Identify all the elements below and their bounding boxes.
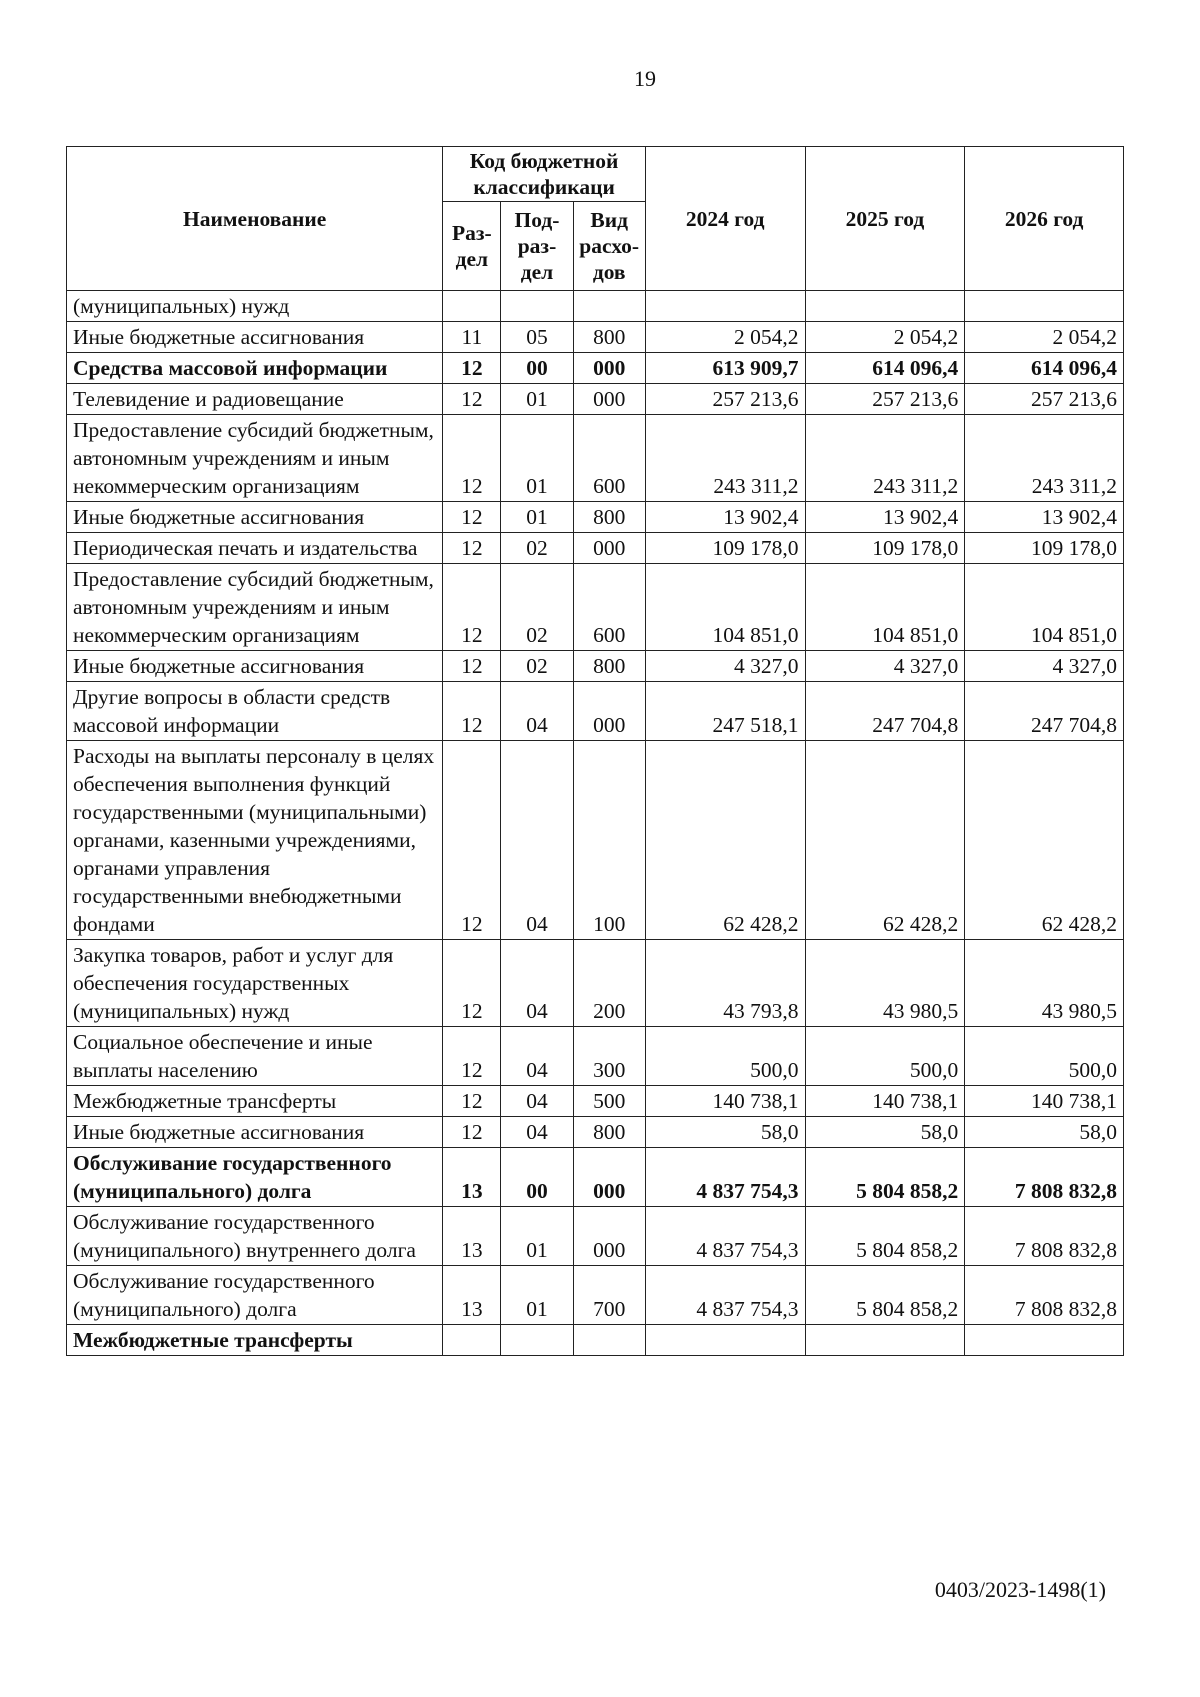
cell-2024: 140 738,1 <box>645 1086 805 1117</box>
cell-razdel: 12 <box>443 384 501 415</box>
cell-podrazdel: 04 <box>501 940 573 1027</box>
cell-name: Межбюджетные трансферты <box>67 1086 443 1117</box>
table-row <box>67 502 1124 533</box>
cell-razdel: 12 <box>443 564 501 651</box>
cell-podrazdel: 04 <box>501 1117 573 1148</box>
cell-2025: 614 096,4 <box>805 353 965 384</box>
cell-podrazdel: 01 <box>501 1266 573 1325</box>
cell-2025: 5 804 858,2 <box>805 1266 965 1325</box>
cell-2025: 500,0 <box>805 1027 965 1086</box>
table-row <box>67 533 1124 564</box>
cell-name: Обслуживание государственного (муниципального) долга <box>67 1266 443 1325</box>
table-row <box>67 1027 1124 1086</box>
cell-2026: 7 808 832,8 <box>965 1266 1124 1325</box>
cell-2024: 43 793,8 <box>645 940 805 1027</box>
cell-name: Периодическая печать и издательства <box>67 533 443 564</box>
cell-2024: 13 902,4 <box>645 502 805 533</box>
cell-2026: 500,0 <box>965 1027 1124 1086</box>
cell-vid: 800 <box>573 651 645 682</box>
cell-2025: 109 178,0 <box>805 533 965 564</box>
cell-podrazdel: 01 <box>501 502 573 533</box>
cell-razdel: 12 <box>443 940 501 1027</box>
cell-razdel: 13 <box>443 1207 501 1266</box>
table-row <box>67 1266 1124 1325</box>
cell-2025: 257 213,6 <box>805 384 965 415</box>
cell-vid: 000 <box>573 682 645 741</box>
cell-podrazdel: 04 <box>501 1086 573 1117</box>
cell-razdel: 12 <box>443 1117 501 1148</box>
cell-2024: 4 837 754,3 <box>645 1207 805 1266</box>
table-row <box>67 564 1124 651</box>
cell-2024: 104 851,0 <box>645 564 805 651</box>
cell-vid: 000 <box>573 384 645 415</box>
table-row <box>67 1086 1124 1117</box>
cell-2026 <box>965 291 1124 322</box>
table-row <box>67 1207 1124 1266</box>
cell-name: Социальное обеспечение и иные выплаты населению <box>67 1027 443 1086</box>
cell-name: Межбюджетные трансферты <box>67 1325 443 1356</box>
cell-2025: 13 902,4 <box>805 502 965 533</box>
page-number: 19 <box>634 66 656 91</box>
cell-podrazdel: 01 <box>501 1207 573 1266</box>
table-row <box>67 741 1124 940</box>
cell-name: Закупка товаров, работ и услуг для обеспечения государственных (муниципальных) нужд <box>67 940 443 1027</box>
table-row <box>67 1117 1124 1148</box>
cell-vid: 200 <box>573 940 645 1027</box>
cell-razdel: 12 <box>443 502 501 533</box>
cell-podrazdel: 01 <box>501 415 573 502</box>
cell-name: (муниципальных) нужд <box>67 291 443 322</box>
cell-podrazdel: 00 <box>501 1148 573 1207</box>
cell-2026: 13 902,4 <box>965 502 1124 533</box>
cell-2026: 614 096,4 <box>965 353 1124 384</box>
cell-2024: 2 054,2 <box>645 322 805 353</box>
cell-vid: 700 <box>573 1266 645 1325</box>
cell-podrazdel: 01 <box>501 384 573 415</box>
cell-2026: 58,0 <box>965 1117 1124 1148</box>
cell-razdel: 12 <box>443 651 501 682</box>
cell-name: Иные бюджетные ассигнования <box>67 502 443 533</box>
cell-vid: 100 <box>573 741 645 940</box>
cell-2025 <box>805 291 965 322</box>
cell-name: Иные бюджетные ассигнования <box>67 651 443 682</box>
header-2024: 2024 год <box>645 147 805 291</box>
cell-razdel: 11 <box>443 322 501 353</box>
cell-2024 <box>645 291 805 322</box>
budget-table <box>66 146 1124 1356</box>
cell-2025: 140 738,1 <box>805 1086 965 1117</box>
header-code-group: Код бюджетной классификаци <box>443 147 645 202</box>
cell-2024: 257 213,6 <box>645 384 805 415</box>
header-podrazdel: Под- раз- дел <box>501 202 573 291</box>
header-2026: 2026 год <box>965 147 1124 291</box>
cell-name: Средства массовой информации <box>67 353 443 384</box>
cell-razdel: 12 <box>443 415 501 502</box>
cell-razdel: 12 <box>443 741 501 940</box>
cell-razdel: 13 <box>443 1266 501 1325</box>
cell-2026: 140 738,1 <box>965 1086 1124 1117</box>
cell-razdel: 13 <box>443 1148 501 1207</box>
cell-2026: 257 213,6 <box>965 384 1124 415</box>
cell-2024: 62 428,2 <box>645 741 805 940</box>
cell-podrazdel <box>501 1325 573 1356</box>
cell-razdel: 12 <box>443 353 501 384</box>
cell-2026: 7 808 832,8 <box>965 1148 1124 1207</box>
cell-2026: 109 178,0 <box>965 533 1124 564</box>
cell-2024: 4 327,0 <box>645 651 805 682</box>
cell-2025: 243 311,2 <box>805 415 965 502</box>
cell-2025: 2 054,2 <box>805 322 965 353</box>
cell-name: Телевидение и радиовещание <box>67 384 443 415</box>
cell-razdel <box>443 1325 501 1356</box>
cell-vid <box>573 1325 645 1356</box>
cell-2024: 243 311,2 <box>645 415 805 502</box>
cell-2025 <box>805 1325 965 1356</box>
cell-vid: 600 <box>573 415 645 502</box>
table-header <box>67 147 1124 291</box>
cell-2025: 4 327,0 <box>805 651 965 682</box>
cell-vid <box>573 291 645 322</box>
cell-name: Расходы на выплаты персоналу в целях обеспечения выполнения функций государственными (муниципальными) органами, казенными учреждениями, органами управления государственными внебюджетными фондами <box>67 741 443 940</box>
cell-2024: 4 837 754,3 <box>645 1266 805 1325</box>
cell-podrazdel: 04 <box>501 1027 573 1086</box>
cell-podrazdel: 02 <box>501 651 573 682</box>
table-row <box>67 353 1124 384</box>
cell-name: Предоставление субсидий бюджетным, автономным учреждениям и иным некоммерческим организациям <box>67 564 443 651</box>
cell-2025: 5 804 858,2 <box>805 1148 965 1207</box>
header-razdel: Раз- дел <box>443 202 501 291</box>
cell-2025: 43 980,5 <box>805 940 965 1027</box>
cell-razdel: 12 <box>443 533 501 564</box>
cell-podrazdel: 04 <box>501 682 573 741</box>
cell-podrazdel: 00 <box>501 353 573 384</box>
cell-name: Другие вопросы в области средств массовой информации <box>67 682 443 741</box>
cell-name: Обслуживание государственного (муниципального) долга <box>67 1148 443 1207</box>
cell-podrazdel: 02 <box>501 564 573 651</box>
cell-2024 <box>645 1325 805 1356</box>
cell-2026: 4 327,0 <box>965 651 1124 682</box>
cell-vid: 800 <box>573 1117 645 1148</box>
cell-2026: 104 851,0 <box>965 564 1124 651</box>
cell-name: Предоставление субсидий бюджетным, автономным учреждениям и иным некоммерческим организациям <box>67 415 443 502</box>
cell-2026: 43 980,5 <box>965 940 1124 1027</box>
cell-name: Обслуживание государственного (муниципального) внутреннего долга <box>67 1207 443 1266</box>
cell-vid: 600 <box>573 564 645 651</box>
cell-vid: 000 <box>573 1148 645 1207</box>
cell-razdel <box>443 291 501 322</box>
table-row <box>67 384 1124 415</box>
cell-razdel: 12 <box>443 1027 501 1086</box>
cell-2024: 500,0 <box>645 1027 805 1086</box>
table-row <box>67 1148 1124 1207</box>
table-row <box>67 651 1124 682</box>
cell-podrazdel <box>501 291 573 322</box>
cell-podrazdel: 05 <box>501 322 573 353</box>
cell-2024: 613 909,7 <box>645 353 805 384</box>
cell-2026: 247 704,8 <box>965 682 1124 741</box>
cell-2025: 247 704,8 <box>805 682 965 741</box>
cell-2025: 104 851,0 <box>805 564 965 651</box>
cell-vid: 000 <box>573 533 645 564</box>
cell-2025: 5 804 858,2 <box>805 1207 965 1266</box>
cell-2026: 243 311,2 <box>965 415 1124 502</box>
table-body <box>67 291 1124 1356</box>
cell-2025: 58,0 <box>805 1117 965 1148</box>
cell-razdel: 12 <box>443 1086 501 1117</box>
cell-vid: 000 <box>573 353 645 384</box>
table-row <box>67 415 1124 502</box>
cell-vid: 800 <box>573 322 645 353</box>
cell-razdel: 12 <box>443 682 501 741</box>
cell-2025: 62 428,2 <box>805 741 965 940</box>
cell-name: Иные бюджетные ассигнования <box>67 322 443 353</box>
header-vid: Вид расхо- дов <box>573 202 645 291</box>
cell-2024: 4 837 754,3 <box>645 1148 805 1207</box>
cell-podrazdel: 04 <box>501 741 573 940</box>
cell-name: Иные бюджетные ассигнования <box>67 1117 443 1148</box>
cell-2024: 58,0 <box>645 1117 805 1148</box>
cell-2026: 7 808 832,8 <box>965 1207 1124 1266</box>
header-name: Наименование <box>67 147 443 291</box>
table-row <box>67 291 1124 322</box>
cell-2026: 62 428,2 <box>965 741 1124 940</box>
cell-vid: 800 <box>573 502 645 533</box>
table-row <box>67 682 1124 741</box>
cell-vid: 300 <box>573 1027 645 1086</box>
table-row <box>67 940 1124 1027</box>
table-row <box>67 322 1124 353</box>
cell-2024: 247 518,1 <box>645 682 805 741</box>
cell-2024: 109 178,0 <box>645 533 805 564</box>
cell-2026: 2 054,2 <box>965 322 1124 353</box>
header-2025: 2025 год <box>805 147 965 291</box>
table-row <box>67 1325 1124 1356</box>
cell-2026 <box>965 1325 1124 1356</box>
document-code: 0403/2023-1498(1) <box>934 1577 1106 1602</box>
cell-podrazdel: 02 <box>501 533 573 564</box>
cell-vid: 500 <box>573 1086 645 1117</box>
cell-vid: 000 <box>573 1207 645 1266</box>
